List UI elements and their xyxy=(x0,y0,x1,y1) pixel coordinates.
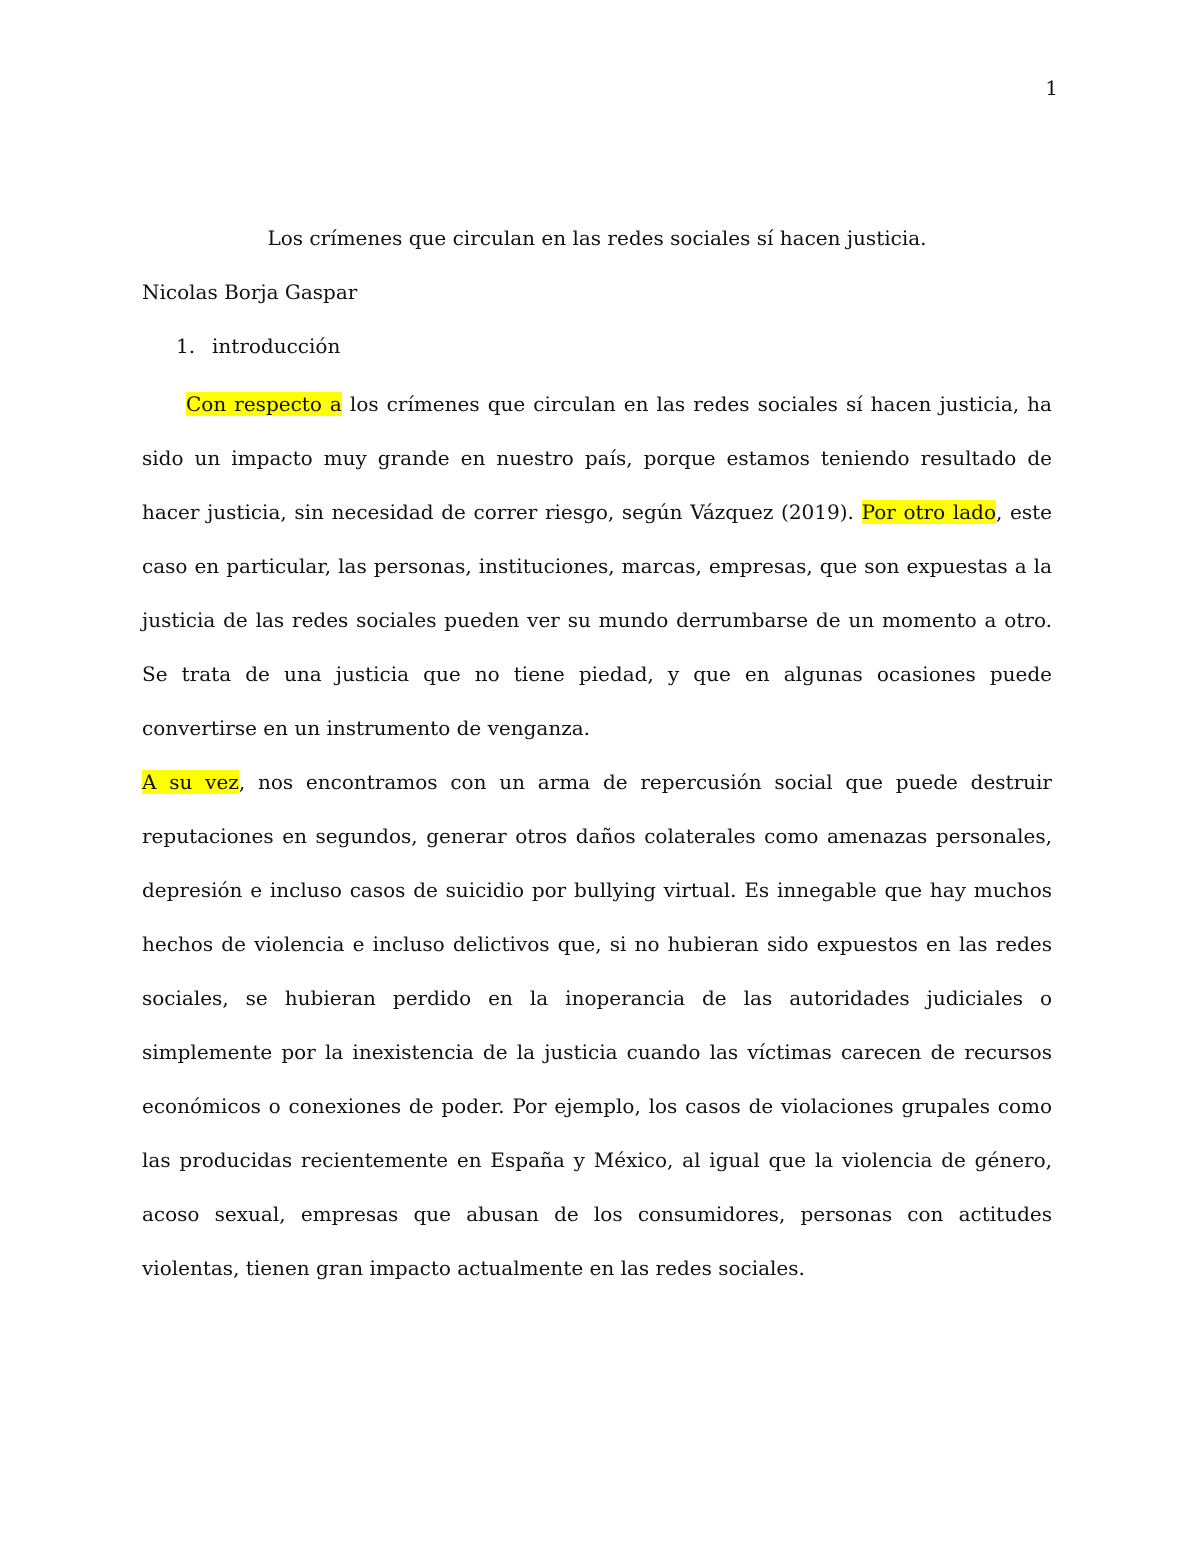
highlighted-phrase: A su vez xyxy=(142,770,239,794)
paragraph-text: los crímenes que circulan en las redes sociales sí hacen justicia, ha sido un impacto muy grande en nuestro país, porque estamos teniendo resultado de hacer justicia, sin necesidad de correr riesgo, según Vázquez (2019). xyxy=(142,392,1052,524)
highlighted-phrase: Con respecto a xyxy=(186,392,342,416)
paragraph-second xyxy=(142,755,1052,1295)
paragraph-text: , este caso en particular, las personas, instituciones, marcas, empresas, que son expuestas a la justicia de las redes sociales pueden ver su mundo derrumbarse de un momento a otro. Se trata de una justicia que no tiene piedad, y que en algunas ocasiones puede convertirse en un instrumento de venganza. xyxy=(142,500,1052,740)
highlighted-phrase: Por otro lado xyxy=(861,500,996,524)
document-body xyxy=(142,224,1052,1295)
section-heading xyxy=(176,332,1052,360)
author-name: Nicolas Borja Gaspar xyxy=(142,280,358,304)
page-number: 1 xyxy=(1045,76,1058,100)
document-title: Los crímenes que circulan en las redes sociales sí hacen justicia. xyxy=(267,226,927,250)
section-label: introducción xyxy=(212,334,341,358)
paragraph-text: , nos encontramos con un arma de repercusión social que puede destruir reputaciones en segundos, generar otros daños colaterales como amenazas personales, depresión e incluso casos de suicidio por bullying virtual. Es innegable que hay muchos hechos de violencia e incluso delictivos que, si no hubieran sido expuestos en las redes sociales, se hubieran perdido en la inoperancia de las autoridades judiciales o simplemente por la inexistencia de la justicia cuando las víctimas carecen de recursos económicos o conexiones de poder. Por ejemplo, los casos de violaciones grupales como las producidas recientemente en España y México, al igual que la violencia de género, acoso sexual, empresas que abusan de los consumidores, personas con actitudes violentas, tienen gran impacto actualmente en las redes sociales. xyxy=(142,770,1052,1280)
paragraph-introduction xyxy=(142,377,1052,755)
section-number: 1. xyxy=(176,334,196,358)
